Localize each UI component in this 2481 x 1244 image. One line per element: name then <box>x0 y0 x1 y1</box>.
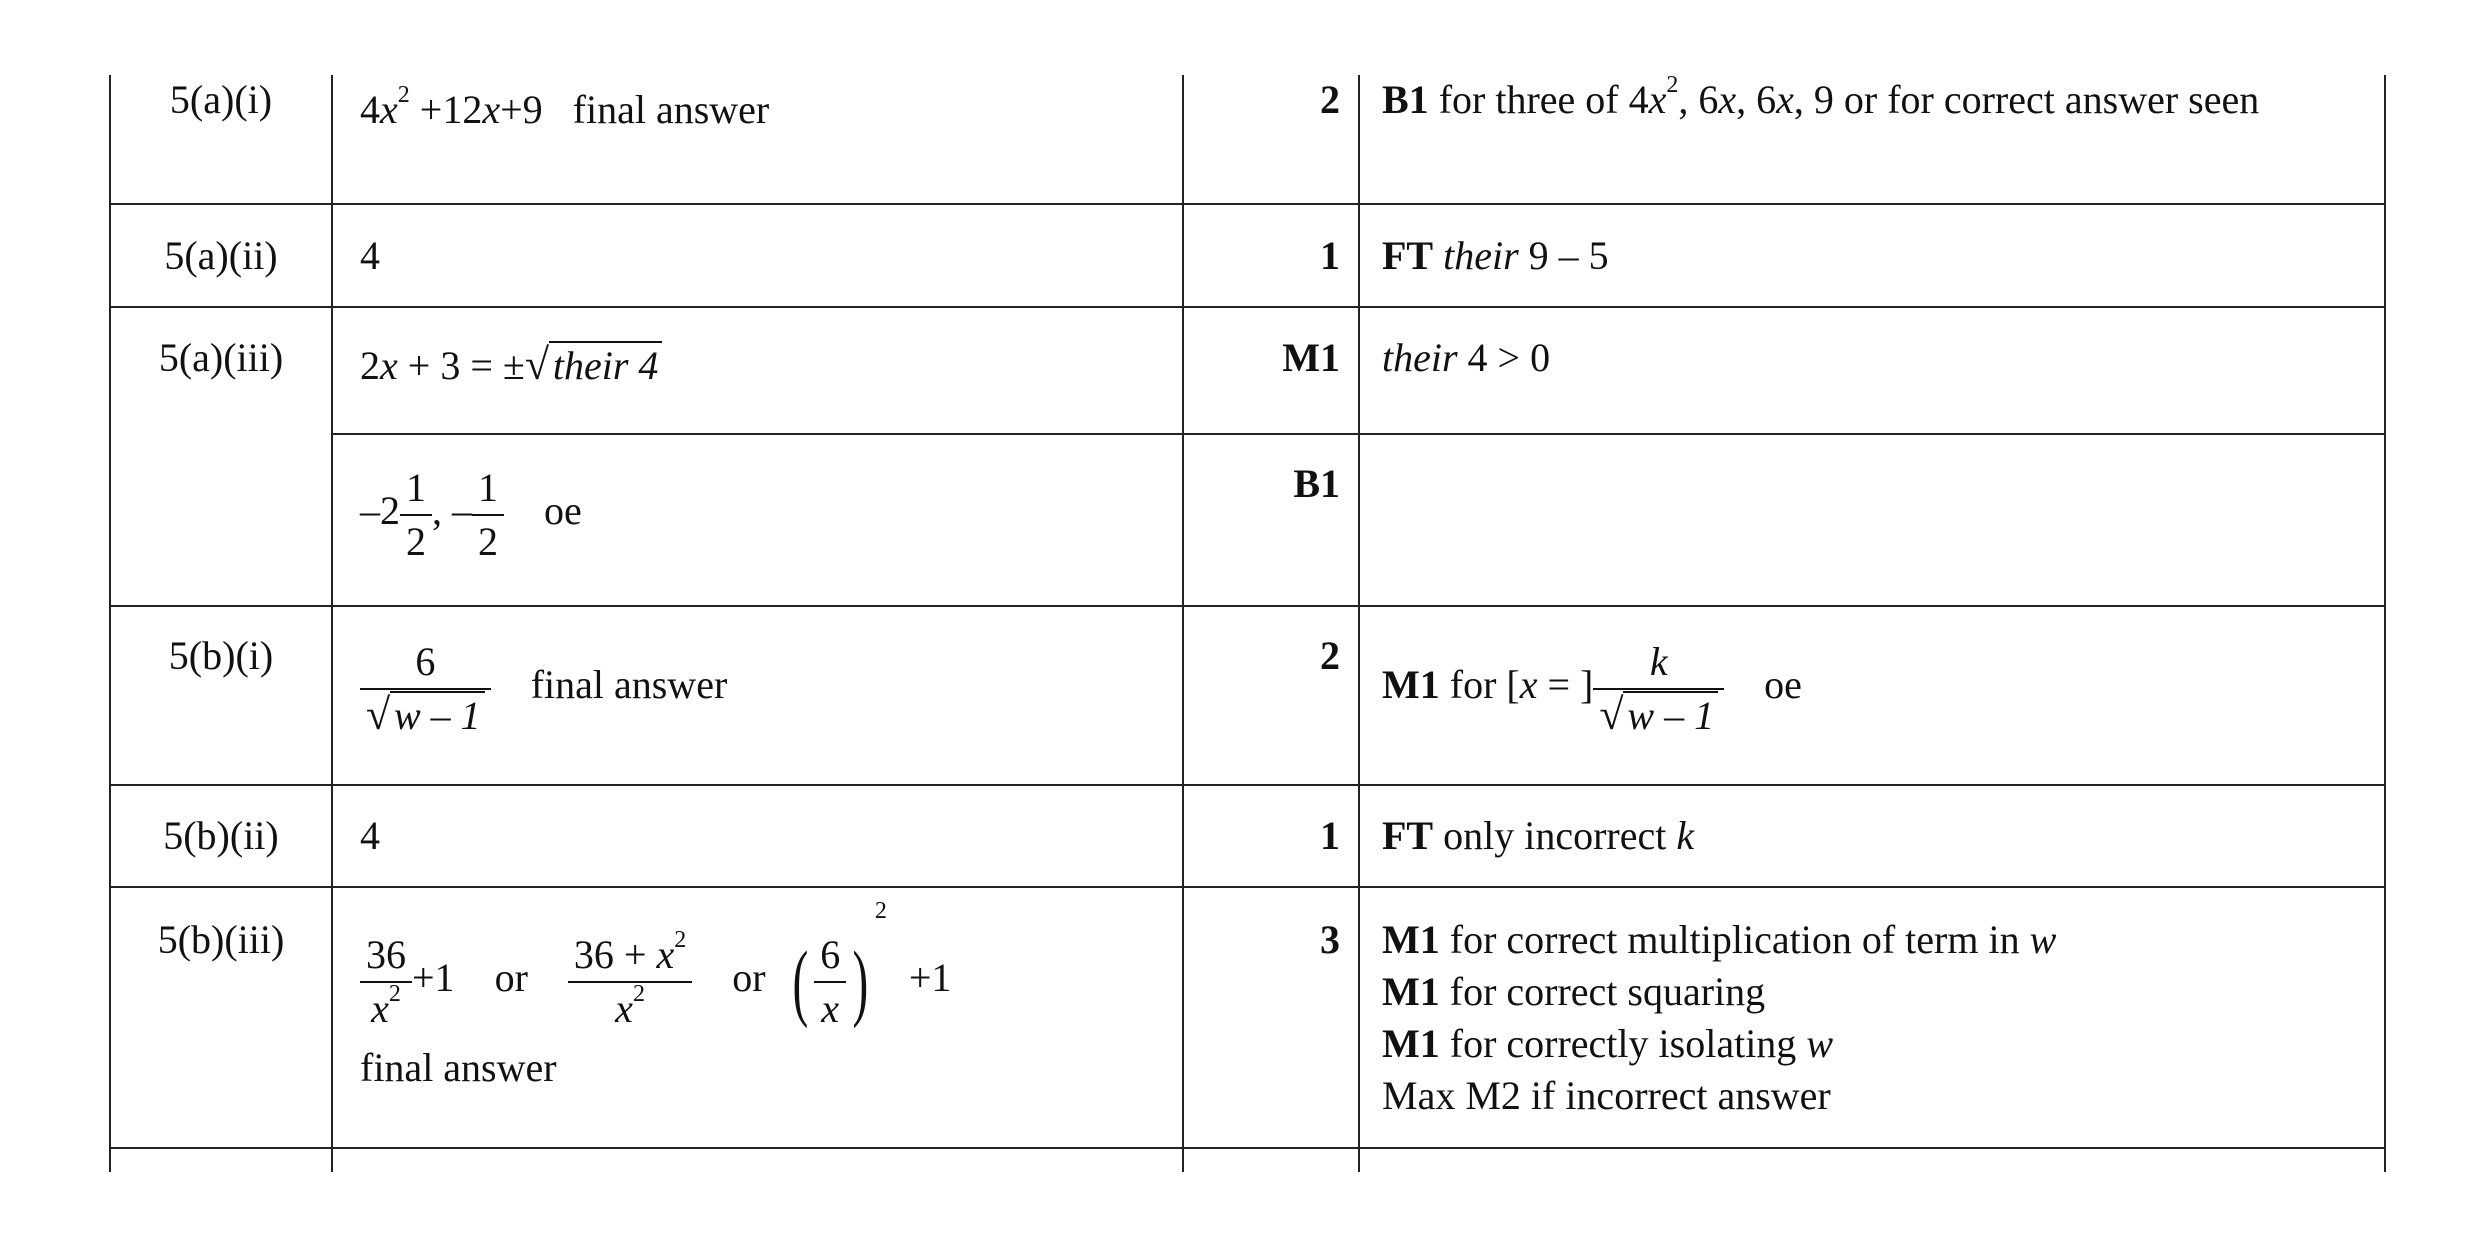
guidance-cell: M1 for [x = ] k √ w – 1 oe <box>1382 636 2332 742</box>
guidance-cell: B1 for three of $4x^2$, 6x, 6x, 9 or for correct answer seen <box>1382 72 2260 122</box>
answer-cell: $4x^2 +12x+9$ final answer <box>360 82 770 132</box>
fraction: $\frac{36}{x^2}$ <box>360 929 412 1035</box>
guidance-note: oe <box>1764 662 1802 708</box>
row-divider <box>109 784 2386 786</box>
fraction: 6 √ w – 1 <box>360 636 491 742</box>
fraction: k √ w – 1 <box>1593 636 1724 742</box>
answer-note: final answer <box>530 662 728 708</box>
question-number: 5(b)(i) <box>168 633 274 678</box>
guidance-cell: their 4 > 0 <box>1382 335 1551 380</box>
row-divider <box>109 605 2386 607</box>
marks-cell: 2 <box>1320 77 1340 122</box>
question-number: 5(b)(iii) <box>157 917 285 962</box>
row-divider <box>109 1147 2386 1149</box>
row-divider <box>109 886 2386 888</box>
answer-note: oe <box>544 488 582 534</box>
square-root: √ their 4 <box>525 340 663 392</box>
marks-cell: B1 <box>1293 461 1340 506</box>
answer-cell: 4 <box>360 233 380 278</box>
question-number: 5(a)(i) <box>169 77 273 122</box>
fraction: $\frac{1}{2}$ <box>472 462 504 568</box>
guidance-cell: FT only incorrect k <box>1382 813 1695 858</box>
question-number: 5(a)(iii) <box>158 335 284 380</box>
answer-cell: 2x + 3 = ± √ their 4 <box>360 340 662 392</box>
row-divider <box>109 203 2386 205</box>
answer-note: final answer <box>572 87 770 132</box>
guidance-cell: M1 for correct multiplication of term in w M1 for correct squaring M1 for correctly isolating w Max M2 if incorrect answer <box>1382 917 2057 1118</box>
answer-cell: $\frac{36}{x^2}$ +1 or $\frac{36 + x^2}{x^2}$ or ( $\frac{6}{x}$ )$^2$+1 final answer <box>360 926 951 1094</box>
answer-cell: 4 <box>360 813 380 858</box>
column-divider-right <box>2384 75 2386 1172</box>
fraction: $\frac{6}{x}$ <box>814 929 846 1035</box>
answer-cell: –2 $\frac{1}{2}$ , – $\frac{1}{2}$ oe <box>360 462 582 568</box>
marks-cell: M1 <box>1282 335 1340 380</box>
marks-cell: 2 <box>1320 633 1340 678</box>
marks-cell: 1 <box>1320 813 1340 858</box>
marks-cell: 3 <box>1320 917 1340 962</box>
question-number: 5(b)(ii) <box>163 813 279 858</box>
marks-cell: 1 <box>1320 233 1340 278</box>
guidance-cell: FT their 9 – 5 <box>1382 233 1609 278</box>
answer-note: final answer <box>360 1044 557 1090</box>
question-number: 5(a)(ii) <box>164 233 278 278</box>
row-divider <box>109 306 2386 308</box>
fraction: $\frac{36 + x^2}{x^2}$ <box>568 929 692 1035</box>
fraction: $\frac{1}{2}$ <box>400 462 432 568</box>
row-divider <box>331 433 2386 435</box>
column-divider-marks <box>1358 75 1360 1172</box>
answer-cell <box>360 636 727 742</box>
